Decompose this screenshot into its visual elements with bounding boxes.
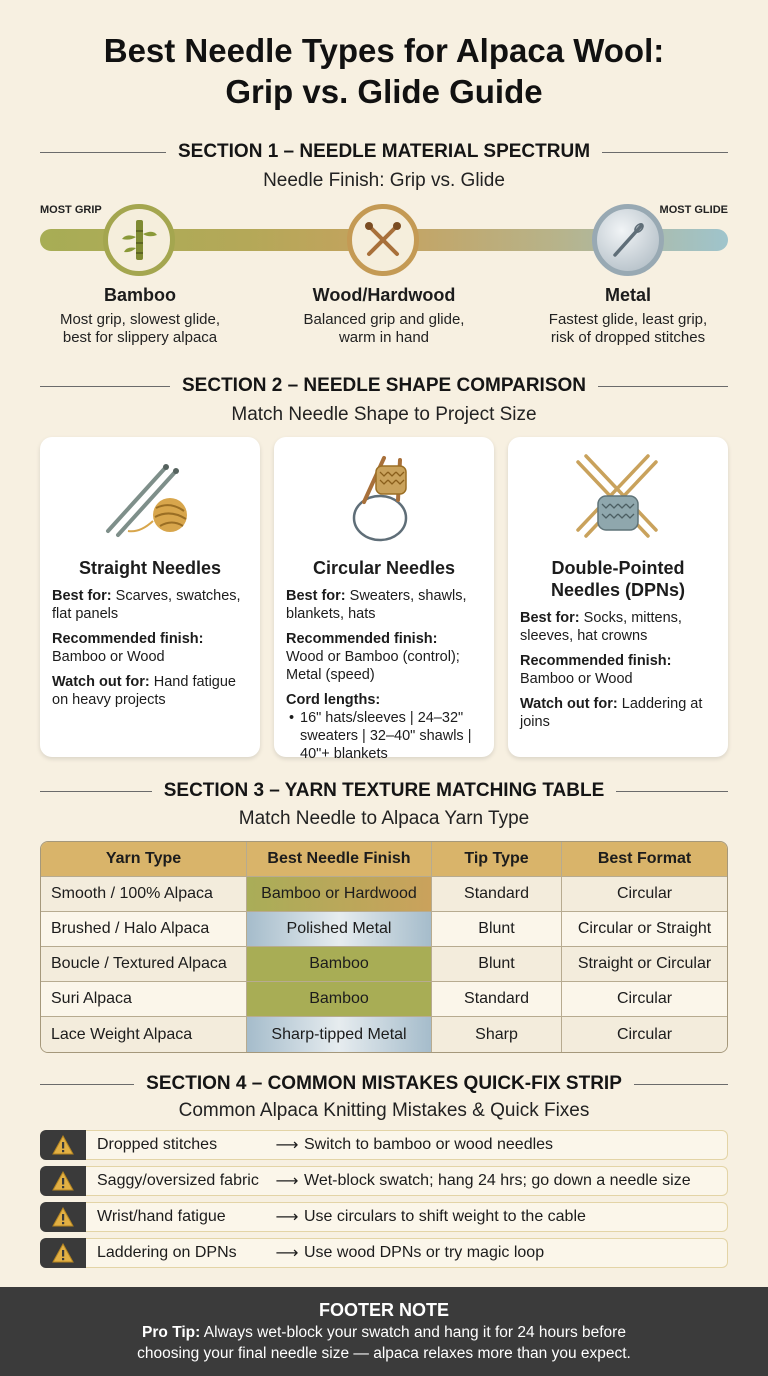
table-row [41, 982, 727, 1017]
footer-tip [0, 1323, 768, 1342]
column-header: Best Format [562, 842, 727, 877]
arrow-icon: ⟶ [275, 1209, 299, 1226]
best-for-field [286, 587, 482, 623]
field-value: Sweaters, shawls, blankets, hats [286, 588, 467, 622]
format-cell: Circular [562, 1017, 727, 1052]
field-value: Wood or Bamboo (control); Metal (speed) [286, 649, 460, 683]
material-name-metal: Metal [604, 285, 651, 305]
mistake-fix-bar [86, 1238, 728, 1268]
heading-rule-right [616, 791, 728, 792]
desc-line: best for slippery alpaca [62, 329, 218, 346]
format-cell: Straight or Circular [562, 947, 727, 982]
card-title: Straight Needles [78, 558, 222, 578]
yarn-type-cell: Smooth / 100% Alpaca [41, 877, 247, 912]
finish-field [52, 630, 248, 666]
card-circular-needles [274, 437, 494, 762]
field-value: Scarves, swatches, flat panels [52, 588, 241, 622]
yarn-type-cell: Lace Weight Alpaca [41, 1017, 247, 1052]
material-desc-wood [264, 311, 504, 347]
mistake-row [40, 1238, 728, 1268]
page-title [0, 30, 768, 112]
heading-rule-right [598, 386, 728, 387]
material-desc-bamboo [20, 311, 260, 347]
section4-subtitle: Common Alpaca Knitting Mistakes & Quick Fixes [178, 1100, 590, 1121]
mistake-row [40, 1130, 728, 1160]
format-cell: Circular [562, 982, 727, 1017]
column-header: Tip Type [432, 842, 562, 877]
needle-finish-cell: Sharp-tipped Metal [247, 1017, 432, 1052]
needle-finish-cell: Bamboo [247, 982, 432, 1017]
cord-lengths-list-item: • 16" hats/sleeves | 24–32" sweaters | 32–40" shawls | 40"+ blankets [286, 709, 482, 763]
pro-tip-line-1: Always wet-block your swatch and hang it for 24 hours before [203, 1324, 626, 1341]
best-for-field [52, 587, 248, 623]
mistake-text: Dropped stitches [97, 1136, 218, 1153]
footer-note [0, 1287, 768, 1376]
warning-icon [40, 1202, 86, 1232]
section3-subtitle: Match Needle to Alpaca Yarn Type [238, 808, 530, 829]
section1-heading [40, 140, 728, 164]
mistake-fix-bar [86, 1166, 728, 1196]
mistake-row [40, 1202, 728, 1232]
section2-subtitle: Match Needle Shape to Project Size [231, 404, 537, 425]
section1-subtitle: Needle Finish: Grip vs. Glide [263, 170, 505, 191]
finish-field [520, 652, 716, 688]
mistake-text: Laddering on DPNs [97, 1244, 237, 1261]
fix-text: Use wood DPNs or try magic loop [304, 1244, 545, 1261]
section4-heading [40, 1072, 728, 1096]
fix-text: Wet-block swatch; hang 24 hrs; go down a needle size [304, 1172, 691, 1189]
card-straight-needles [40, 437, 260, 757]
title-line-1: Best Needle Types for Alpaca Wool: [103, 32, 665, 69]
straight-needles-yarn-icon [52, 443, 248, 553]
field-label: Best for: [52, 588, 112, 604]
field-label: Recommended finish: [520, 653, 672, 669]
column-header: Best Needle Finish [247, 842, 432, 877]
field-label: Watch out for: [52, 674, 150, 690]
card-dpn-needles [508, 437, 728, 757]
warning-icon [40, 1166, 86, 1196]
field-value: Bamboo or Wood [520, 671, 633, 687]
tip-type-cell: Standard [432, 877, 562, 912]
needle-finish-cell: Bamboo or Hardwood [247, 877, 432, 912]
table-row [41, 1017, 727, 1052]
yarn-matching-table [40, 841, 728, 1053]
table-row [41, 912, 727, 947]
column-header: Yarn Type [41, 842, 247, 877]
field-label: Watch out for: [520, 696, 618, 712]
format-cell: Circular [562, 877, 727, 912]
desc-line: Balanced grip and glide, [303, 311, 465, 328]
tip-type-cell: Standard [432, 982, 562, 1017]
material-name-wood: Wood/Hardwood [312, 285, 456, 305]
field-value: Laddering at joins [520, 696, 703, 730]
mistake-row [40, 1166, 728, 1196]
section1-heading-text: SECTION 1 – NEEDLE MATERIAL SPECTRUM [177, 141, 591, 162]
double-pointed-needles-icon [520, 443, 716, 553]
tip-type-cell: Blunt [432, 947, 562, 982]
watch-out-field [52, 673, 248, 709]
cord-lengths-field [286, 691, 482, 763]
needle-finish-cell: Polished Metal [247, 912, 432, 947]
metal-needle-icon [592, 204, 664, 276]
heading-rule-left [40, 386, 170, 387]
card-title: Circular Needles [312, 558, 456, 578]
field-label: Best for: [286, 588, 346, 604]
mistake-text: Wrist/hand fatigue [97, 1208, 226, 1225]
heading-rule-left [40, 1084, 134, 1085]
yarn-type-cell: Boucle / Textured Alpaca [41, 947, 247, 982]
footer-heading: FOOTER NOTE [319, 1300, 449, 1320]
arrow-icon: ⟶ [275, 1173, 299, 1190]
table-header-row [41, 842, 727, 877]
field-value: Hand fatigue on heavy projects [52, 674, 236, 708]
heading-rule-left [40, 152, 166, 153]
field-value: Socks, mittens, sleeves, hat crowns [520, 610, 682, 644]
arrow-icon: ⟶ [275, 1245, 299, 1262]
tip-type-cell: Blunt [432, 912, 562, 947]
heading-rule-right [634, 1084, 728, 1085]
desc-line: warm in hand [338, 329, 430, 346]
desc-line: Most grip, slowest glide, [59, 311, 221, 328]
field-label: Cord lengths: [286, 692, 381, 708]
watch-out-field [520, 695, 716, 731]
section3-heading-text: SECTION 3 – YARN TEXTURE MATCHING TABLE [163, 780, 605, 801]
section4-heading-text: SECTION 4 – COMMON MISTAKES QUICK-FIX STRIP [146, 1073, 622, 1094]
desc-line: risk of dropped stitches [550, 329, 706, 346]
field-label: Recommended finish: [52, 631, 204, 647]
fix-text: Switch to bamboo or wood needles [304, 1136, 554, 1153]
yarn-type-cell: Suri Alpaca [41, 982, 247, 1017]
section2-heading [40, 374, 728, 398]
best-for-field [520, 609, 716, 645]
pro-tip-line-2: choosing your final needle size — alpaca relaxes more than you expect. [137, 1345, 631, 1362]
heading-rule-left [40, 791, 152, 792]
needle-finish-cell: Bamboo [247, 947, 432, 982]
arrow-icon: ⟶ [275, 1137, 299, 1154]
fix-text: Use circulars to shift weight to the cable [304, 1208, 586, 1225]
format-cell: Circular or Straight [562, 912, 727, 947]
material-name-bamboo: Bamboo [104, 285, 176, 305]
mistake-fix-bar [86, 1130, 728, 1160]
warning-icon [40, 1238, 86, 1268]
crossed-needles-icon [347, 204, 419, 276]
field-value: Bamboo or Wood [52, 649, 165, 665]
title-line-2: Grip vs. Glide Guide [225, 73, 543, 110]
yarn-type-cell: Brushed / Halo Alpaca [41, 912, 247, 947]
tip-type-cell: Sharp [432, 1017, 562, 1052]
card-title: Double-Pointed Needles (DPNs) [550, 558, 686, 600]
desc-line: Fastest glide, least grip, [548, 311, 708, 328]
mistake-fix-bar [86, 1202, 728, 1232]
pro-tip-label: Pro Tip: [142, 1324, 201, 1341]
section3-heading [40, 779, 728, 803]
field-label: Recommended finish: [286, 631, 438, 647]
warning-icon [40, 1130, 86, 1160]
most-grip-label: MOST GRIP [40, 204, 102, 216]
most-glide-label: MOST GLIDE [659, 204, 728, 216]
finish-field [286, 630, 482, 684]
table-row [41, 877, 727, 912]
mistake-text: Saggy/oversized fabric [97, 1172, 259, 1189]
field-label: Best for: [520, 610, 580, 626]
section2-heading-text: SECTION 2 – NEEDLE SHAPE COMPARISON [182, 375, 586, 396]
table-row [41, 947, 727, 982]
bamboo-icon [103, 204, 175, 276]
circular-needles-icon [286, 443, 482, 553]
material-desc-metal [508, 311, 748, 347]
heading-rule-right [602, 152, 728, 153]
